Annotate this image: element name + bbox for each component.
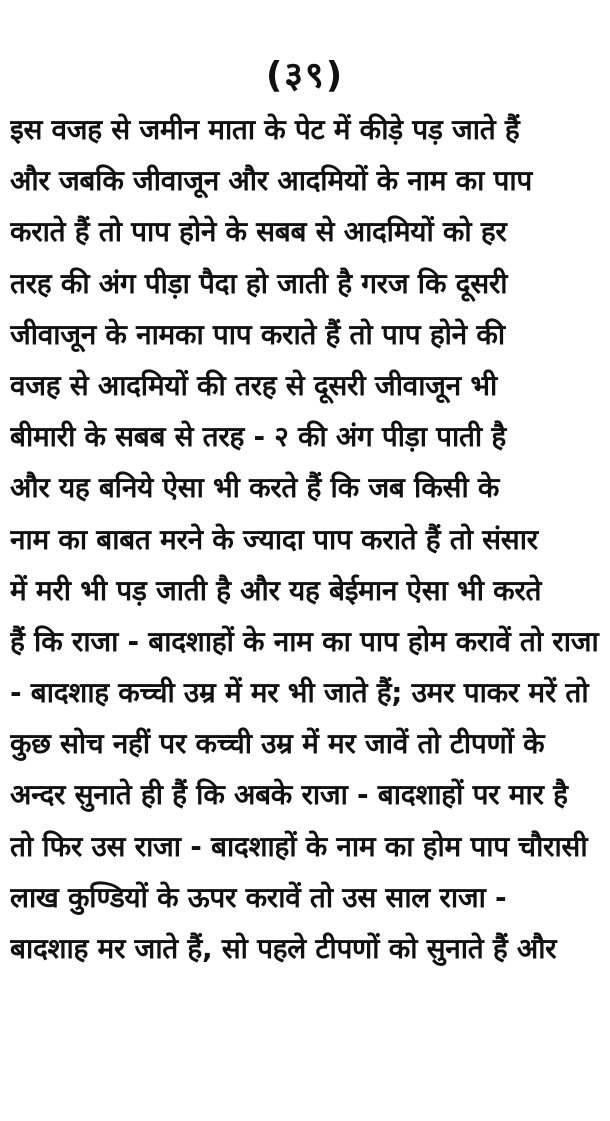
text-line: बादशाह मर जाते हैं, सो पहले टीपणों को सुनाते हैं और: [10, 932, 557, 965]
text-line: इस वजह से जमीन माता के पेट में कीड़े पड़ जाते हैं: [10, 113, 520, 146]
text-line: तो फिर उस राजा - बादशाहों के नाम का होम पाप चौरासी: [10, 829, 588, 863]
text-line: वजह से आदमियों की तरह से दूसरी जीवाजून भी: [10, 368, 497, 402]
text-line: तरह की अंग पीड़ा पैदा हो जाती है गरज कि दूसरी: [10, 266, 508, 300]
text-line: कराते हैं तो पाप होने के सबब से आदमियों को हर: [10, 215, 507, 249]
text-line: और जबकि जीवाजून और आदमियों के नाम का पाप: [10, 164, 532, 198]
text-line: और यह बनिये ऐसा भी करते हैं कि जब किसी के: [10, 471, 500, 505]
text-line: अन्दर सुनाते ही हैं कि अबके राजा - बादशाहों पर मार है: [10, 778, 568, 812]
text-line: हैं कि राजा - बादशाहों के नाम का पाप होम करावें तो राजा: [10, 624, 599, 658]
text-line: कुछ सोच नहीं पर कच्ची उम्र में मर जावें तो टीपणों के: [10, 727, 545, 761]
text-line: में मरी भी पड़ जाती है और यह बेईमान ऐसा भी करते: [10, 573, 542, 607]
text-line: जीवाजून के नामका पाप कराते हैं तो पाप होने की: [10, 317, 505, 351]
text-line: बीमारी के सबब से तरह - २ की अंग पीड़ा पाती है: [10, 420, 506, 454]
text-line: - बादशाह कच्ची उम्र में मर भी जाते हैं; उमर पाकर मरें तो: [10, 676, 589, 710]
body-text: [10, 104, 600, 974]
text-line: लाख कुण्डियों के ऊपर करावें तो उस साल राजा -: [10, 880, 507, 914]
page-number: (३९): [265, 55, 345, 96]
text-line: नाम का बाबत मरने के ज्यादा पाप कराते हैं तो संसार: [10, 522, 538, 556]
